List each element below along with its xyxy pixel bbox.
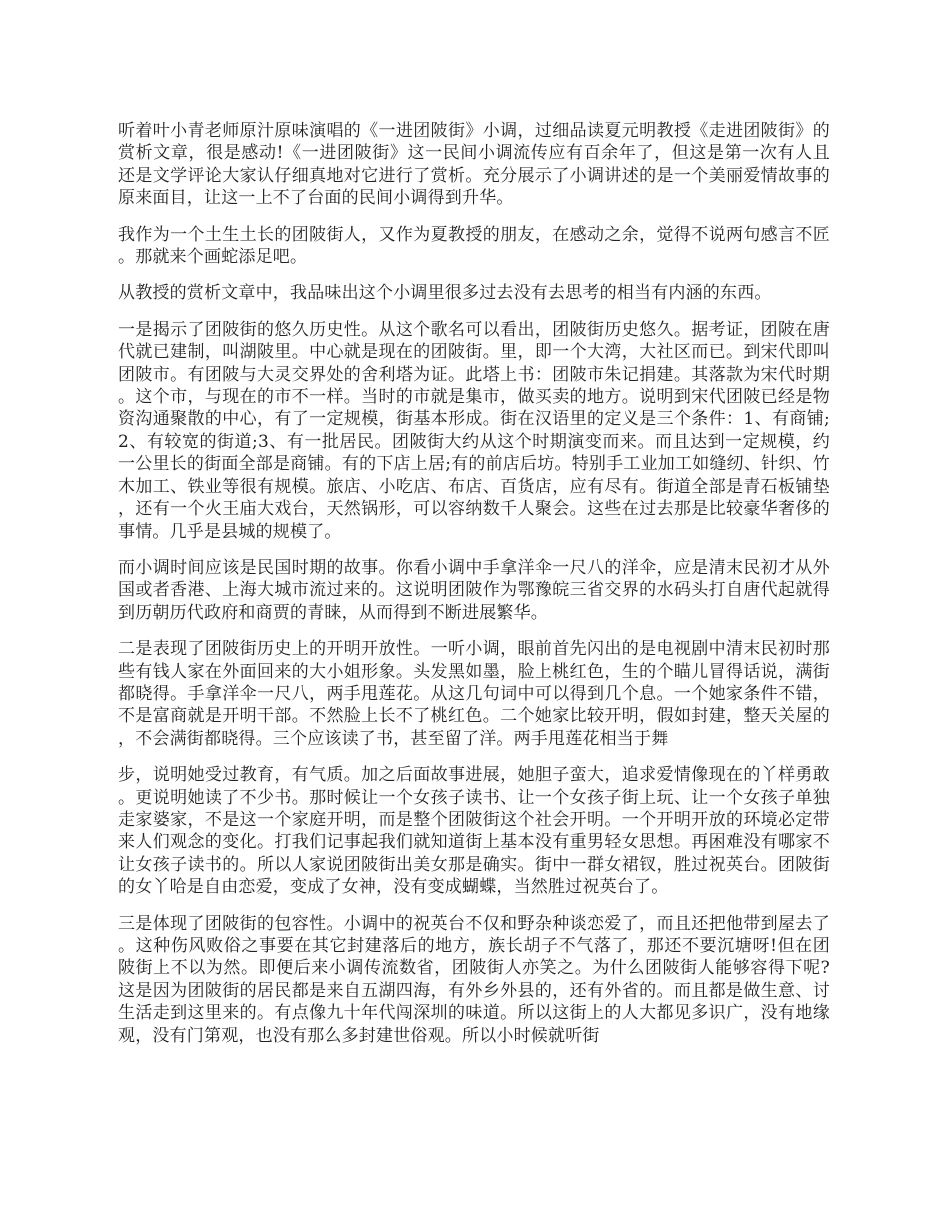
paragraph-republic-era: 而小调时间应该是民国时期的故事。你看小调中手拿洋伞一尺八的洋伞，应是清末民初才从外国或者香港、上海大城市流过来的。这说明团陂作为鄂豫皖三省交界的水码头打自唐代起就得到历朝历代政府和商贾的青睐，从而得到不断进展繁华。 [118, 557, 830, 623]
paragraph-insight: 从教授的赏析文章中，我品味出这个小调里很多过去没有去思考的相当有内涵的东西。 [118, 283, 772, 304]
paragraph-author-note: 我作为一个土生土长的团陂街人，又作为夏教授的朋友，在感动之余，觉得不说两句感言不匠。那就来个画蛇添足吧。 [118, 224, 830, 268]
paragraph-openness: 二是表现了团陂街历史上的开明开放性。一听小调，眼前首先闪出的是电视剧中清末民初时那些有钱人家在外面回来的大小姐形象。头发黑如墨，脸上桃红色，生的个瞄儿冒得话说，满街都晓得。手拿洋伞一尺八，两手甩莲花。从这几句词中可以得到几个息。一个她家条件不错，不是富商就是开明干部。不然脸上长不了桃红色。二个她家比较开明，假如封建，整天关屋的，不会满街都晓得。三个应该读了书，甚至留了洋。两手甩莲花相当于舞 [118, 639, 830, 749]
paragraph-history: 一是揭示了团陂街的悠久历史性。从这个歌名可以看出，团陂街历史悠久。据考证，团陂在唐代就已建制，叫湖陂里。中心就是现在的团陂街。里，即一个大湾，大社区而已。到宋代即叫团陂市。有团陂与大灵交界处的舍利塔为证。此塔上书：团陂市朱记捐建。其落款为宋代时期。这个市，与现在的市不一样。当时的市就是集市，做买卖的地方。说明到宋代团陂已经是物资沟通聚散的中心，有了一定规模，街基本形成。街在汉语里的定义是三个条件：1、有商铺;2、有较宽的街道;3、有一批居民。团陂街大约从这个时期演变而来。而且达到一定规模，约一公里长的街面全部是商铺。有的下店上居;有的前店后坊。特别手工业加工如缝纫、针织、竹木加工、铁业等很有规模。旅店、小吃店、布店、百货店，应有尽有。街道全部是青石板铺垫，还有一个火王庙大戏台，天然锅形，可以容纳数千人聚会。这些在过去那是比较豪华奢侈的事情。几乎是县城的规模了。 [118, 319, 830, 542]
paragraph-openness-continued: 步，说明她受过教育，有气质。加之后面故事进展，她胆子蛮大，追求爱情像现在的丫样勇敢。更说明她读了不少书。那时候让一个女孩子读书、让一个女孩子街上玩、让一个女孩子单独走家婆家，不是这一个家庭开明，而是整个团陂街这个社会开明。一个开明开放的环境必定带来人们观念的变化。打我们记事起我们就知道街上基本没有重男轻女思想。再困难没有哪家不让女孩子读书的。所以人家说团陂街出美女那是确实。街中一群女裙钗，胜过祝英台。团陂街的女丫哈是自由恋爱，变成了女神，没有变成蝴蝶，当然胜过祝英台了。 [118, 765, 830, 898]
paragraph-intro: 听着叶小青老师原汁原味演唱的《一进团陂街》小调，过细品读夏元明教授《走进团陂街》的赏析文章，很是感动!《一进团陂街》这一民间小调流传应有百余年了，但这是第一次有人且还是文学评论大家认仔细真地对它进行了赏析。充分展示了小调讲述的是一个美丽爱情故事的原来面目，让这一上不了台面的民间小调得到升华。 [118, 121, 830, 209]
paragraph-tolerance: 三是体现了团陂街的包容性。小调中的祝英台不仅和野杂种谈恋爱了，而且还把他带到屋去了。这种伤风败俗之事要在其它封建落后的地方，族长胡子不气落了，那还不要沉塘呀!但在团陂街上不以为然。即便后来小调传流数省，团陂街人亦笑之。为什么团陂街人能够容得下呢?这是因为团陂街的居民都是来自五湖四海，有外乡外县的，还有外省的。而且都是做生意、讨生活走到这里来的。有点像九十年代闯深圳的味道。所以这街上的人大都见多识广，没有地缘观，没有门第观，也没有那么多封建世俗观。所以小时候就听街 [118, 913, 830, 1046]
document-body [118, 120, 830, 1061]
